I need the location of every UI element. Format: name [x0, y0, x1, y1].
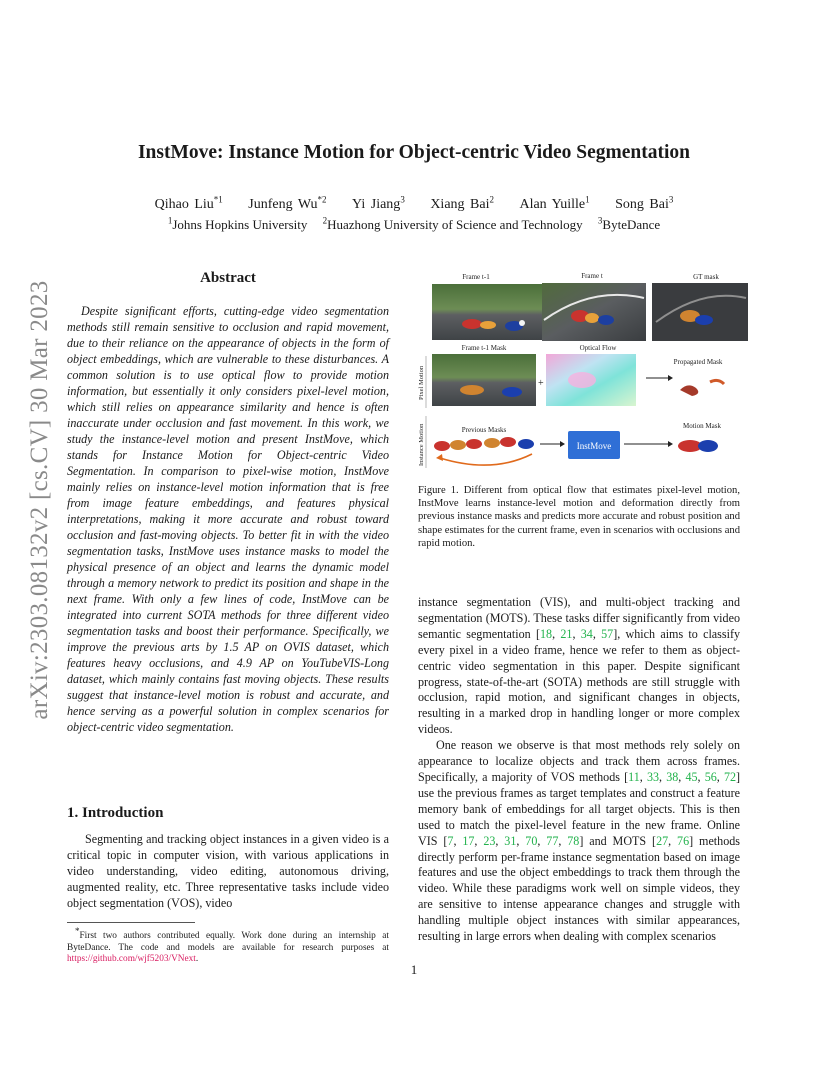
gt-mask-image — [652, 283, 748, 341]
arrowhead-icon — [436, 454, 443, 461]
label-previous-masks: Previous Masks — [461, 426, 507, 434]
citation-link[interactable]: 27 — [656, 833, 669, 848]
affiliation: $^3$ByteDance — [597, 216, 661, 233]
citation-link[interactable]: 17 — [462, 833, 475, 848]
propagated-mask-image — [680, 380, 724, 396]
motion-mask-image — [678, 440, 718, 452]
author: Song Bai$^3$ — [615, 194, 674, 212]
citation-link[interactable]: 57 — [601, 626, 614, 641]
frame-t-1-mask-image — [432, 354, 536, 406]
paragraph: One reason we observe is that most methods rely solely on appearance to localize objects and track them across frames. Specifically, a majority of VOS methods [11, 33, 38, 45, 56, 72] use the previous frames as target templates and construct a feature memory bank of embeddings for all target objects. This is then used to match the pixel-level feature in the new frame. Online VIS [7, 17, 23, 31, 70, 77, 78] and MOTS [27, 76] methods directly perform per-frame instance segmentation based on image features and use the object embeddings to track them through the video. While these paradigms work well on simple videos, they are sensitive to intense appearance changes and struggle with handling multiple object instances with similar appearances, resulting in large errors when dealing with complex scenarios — [418, 738, 741, 944]
label-frame-t: Frame t — [581, 272, 603, 280]
instmove-label: InstMove — [576, 441, 612, 451]
citation-link[interactable]: 76 — [677, 833, 690, 848]
abstract-body: Despite significant efforts, cutting-edge video segmentation methods still remain sensitive to occlusion and rapid movement, due to their reliance on the appearance of objects in the form of object embeddings, which are vulnerable to these disturbances. A common solution is to use optical flow to provide motion information, but essentially it only considers pixel-level motion, which still relies on appearance similarity and hence is often inaccurate under occlusion and fast movement. In this work, we study the instance-level motion and present InstMove, which stands for Instance Motion for Object-centric Video Segmentation. In comparison to pixel-wise motion, InstMove mainly relies on instance-level motion information that is free from image feature embeddings, and features physical interpretations, making it more accurate and robust toward occlusion and fast-moving objects. To better fit in with the video segmentation tasks, InstMove uses instance masks to model the physical presence of an object and learns the dynamic model through a memory network to predict its position and shape in the next frame. With only a few lines of code, InstMove can be integrated into current SOTA methods for three different video segmentation tasks and boost their performance. Specifically, we improve the previous arts by 1.5 AP on OVIS dataset, which features heavy occlusions, and 4.9 AP on YouTubeVIS-Long dataset, which mainly contains fast moving objects. These results suggest that instance-level motion is robust and accurate, and hence serving as a powerful solution in complex scenarios for object-centric video segmentation. — [67, 304, 389, 734]
author: Junfeng Wu$^{*2}$ — [248, 194, 327, 212]
paragraph: instance segmentation (VIS), and multi-object tracking and segmentation (MOTS). These tasks differ significantly from video semantic segmentation [18, 21, 34, 57], which aims to classify every pixel in a video frame, hence we refer to them as object-centric video segmentation in this paper. Despite significant progress, state-of-the-art (SOTA) methods are still struggle with occlusion, rapid motion, and significant changes in objects, resulting in a marked drop in handling longer or more complex videos. — [418, 595, 741, 737]
citation-link[interactable]: 18 — [540, 626, 553, 641]
citation-link[interactable]: 78 — [567, 833, 580, 848]
label-motion-mask: Motion Mask — [683, 422, 721, 430]
citation-link[interactable]: 56 — [704, 769, 717, 784]
citation-link[interactable]: 23 — [483, 833, 496, 848]
arrowhead-icon — [668, 441, 673, 447]
arxiv-sidebar — [20, 280, 60, 720]
introduction-body: Segmenting and tracking object instances in a given video is a critical topic in computer vision, with various applications in video understanding, video editing, autonomous driving, augmented reality, etc. Three representative tasks include video object segmentation (VOS), video — [67, 832, 389, 910]
frame-t-1-image — [432, 284, 544, 340]
introduction-heading: 1. Introduction — [67, 805, 164, 821]
figure-1-caption: Figure 1. Different from optical flow that estimates pixel-level motion, InstMove learns instance-level motion and deformation directly from previous instance masks and predicts more accurate and robust position and shape estimates for the current frame, even in scenarios with occlusions and rapid motion. — [418, 485, 740, 549]
author: Qihao Liu$^{*1}$ — [154, 194, 223, 212]
label-propagated-mask: Propagated Mask — [673, 358, 723, 366]
author: Xiang Bai$^2$ — [430, 194, 494, 212]
right-column-body — [418, 595, 740, 945]
author: Yi Jiang$^3$ — [352, 194, 405, 212]
author: Alan Yuille$^1$ — [519, 194, 590, 212]
arxiv-identifier: arXiv:2303.08132v2 [cs.CV] 30 Mar 2023 — [26, 280, 53, 720]
citation-link[interactable]: 31 — [504, 833, 517, 848]
optical-flow-image — [546, 354, 636, 406]
citation-link[interactable]: 11 — [628, 769, 640, 784]
figure-1 — [412, 268, 748, 478]
affiliation-list — [0, 216, 828, 233]
citation-link[interactable]: 21 — [560, 626, 573, 641]
label-frame-t-1: Frame t-1 — [462, 273, 490, 281]
citation-link[interactable]: 33 — [646, 769, 660, 784]
label-pixel-motion: Pixel Motion — [418, 365, 425, 400]
paper-title: InstMove: Instance Motion for Object-centric Video Segmentation — [137, 142, 691, 163]
citation-link[interactable]: 34 — [580, 626, 593, 641]
affiliation: $^1$Johns Hopkins University — [167, 216, 308, 233]
code-link[interactable]: https://github.com/wjf5203/VNext — [67, 953, 196, 964]
citation-link[interactable]: 77 — [546, 833, 559, 848]
plus-sign: + — [538, 378, 544, 389]
citation-link[interactable]: 72 — [723, 769, 737, 784]
footnote-rule — [67, 922, 195, 923]
frame-t-image — [542, 283, 646, 341]
previous-masks-image — [434, 437, 534, 451]
feedback-arrow — [440, 454, 532, 465]
label-optical-flow: Optical Flow — [579, 344, 617, 352]
citation-link[interactable]: 70 — [525, 833, 538, 848]
citation-link[interactable]: 45 — [685, 769, 698, 784]
label-gt-mask: GT mask — [693, 273, 719, 281]
page-number: 1 — [410, 962, 418, 977]
author-list — [0, 194, 828, 213]
citation-link[interactable]: 7 — [447, 833, 454, 848]
abstract-heading: Abstract — [200, 270, 256, 286]
arrowhead-icon — [668, 375, 673, 381]
citation-link[interactable]: 38 — [666, 769, 679, 784]
arrowhead-icon — [560, 441, 565, 447]
label-instance-motion: Instance Motion — [418, 423, 425, 466]
affiliation: $^2$Huazhong University of Science and Technology — [322, 216, 583, 233]
label-frame-t-1-mask: Frame t-1 Mask — [461, 344, 507, 352]
footnote: *First two authors contributed equally. Work done during an internship at ByteDance. The code and models are available for research purposes at https://github.com/wjf5203/VNext. — [67, 926, 389, 964]
